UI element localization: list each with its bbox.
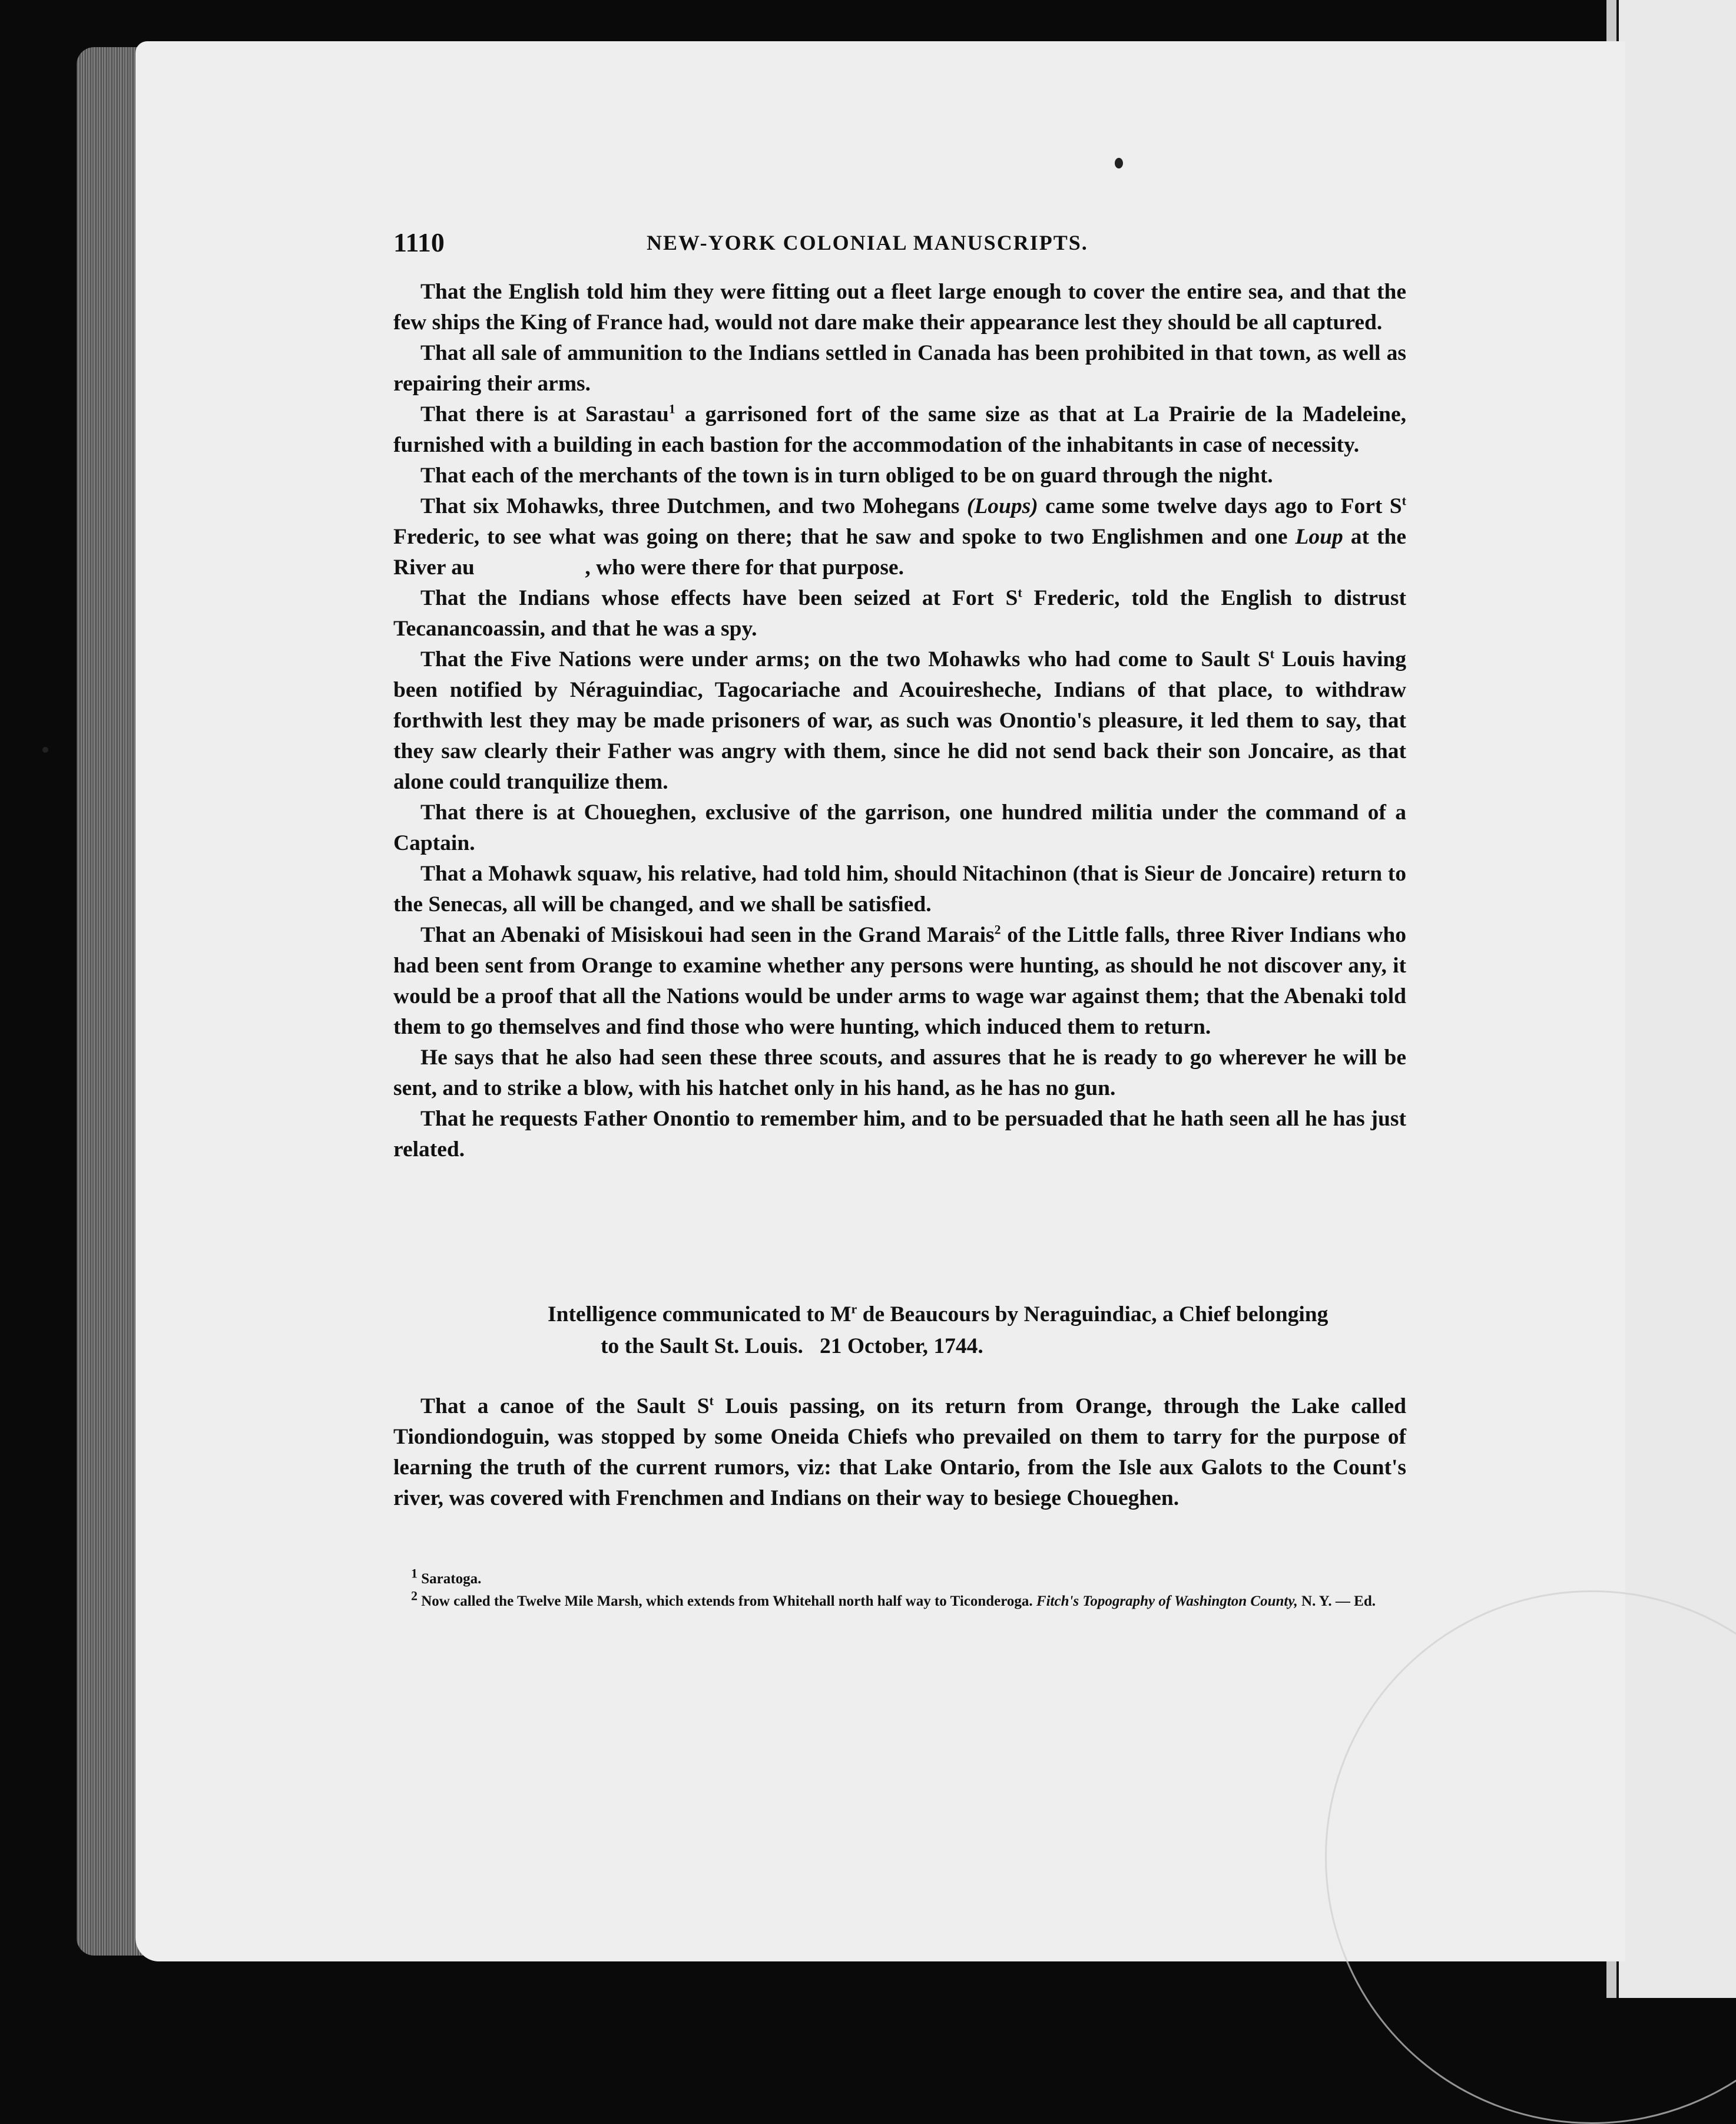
page-header: [393, 227, 1124, 268]
paragraph: That each of the merchants of the town is in turn obliged to be on guard through the night.: [420, 464, 1273, 488]
footnote-ref: 1: [668, 401, 675, 416]
footnotes: [393, 1568, 1418, 1613]
paragraph: That an Abenaki of Misiskoui had seen in the Grand Marais$^2$ of the Little falls, three River Indians who had been sent from Orange to examine whether any persons were hunting, as should he not discover any, it would be a proof that all the Nations would be under arms to wage war against them; that the Abenaki told them to go themselves and find those who were hunting, which induced them to return.: [393, 922, 1406, 1039]
paragraph: That he requests Father Onontio to remember him, and to be persuaded that he hath seen all he has just related.: [393, 1107, 1406, 1162]
footnote-ref: 2: [994, 922, 1001, 937]
paragraph: That the Indians whose effects have been seized at Fort $S^t$ Frederic, told the English to distrust Tecanancoassin, and that he was a spy.: [393, 585, 1406, 641]
section-text: [393, 1391, 1406, 1514]
paragraph: That a Mohawk squaw, his relative, had told him, should Nitachinon (that is Sieur de Joncaire) return to the Senecas, all will be changed, and we shall be satisfied.: [393, 862, 1406, 917]
footnote-2: $^2$ Now called the Twelve Mile Marsh, which extends from Whitehall north half way to Ticonderoga. Fitch's Topography of Washington County, N. Y. — Ed.: [411, 1588, 1376, 1609]
print-speck: [42, 747, 48, 753]
footnote-1: $^1$ Saratoga.: [411, 1566, 482, 1587]
body-text: [393, 277, 1412, 1165]
paragraph: He says that he also had seen these three scouts, and assures that he is ready to go wherever he will be sent, and to strike a blow, with his hatchet only in his hand, as he has no gun.: [393, 1046, 1406, 1100]
paragraph: That there is at Choueghen, exclusive of the garrison, one hundred militia under the command of a Captain.: [393, 800, 1406, 855]
paragraph: That the English told him they were fitting out a fleet large enough to cover the entire sea, and that the few ships the King of France had, would not dare make their appearance lest they should be all captured.: [393, 280, 1406, 335]
section-heading: Intelligence communicated to $M^r$ de Beaucours by Neraguindiac, a Chief belonging to the Sault St. Louis. 21 October, 1744.: [548, 1301, 1328, 1358]
print-speck: [1115, 158, 1123, 168]
running-head: NEW-YORK COLONIAL MANUSCRIPTS.: [647, 231, 1088, 254]
paragraph: That all sale of ammunition to the Indians settled in Canada has been prohibited in that town, as well as repairing their arms.: [393, 341, 1406, 396]
paragraph: That six Mohawks, three Dutchmen, and two Mohegans (Loups) came some twelve days ago to Fort $S^t$ Frederic, to see what was going on there; that he saw and spoke to two Englishmen and one Loup at the River au , who were there for that purpose.: [393, 493, 1412, 580]
paragraph: That there is at Sarastau$^1$ a garrisoned fort of the same size as that at La Prairie de la Madeleine, furnished with a building in each bastion for the accommodation of the inhabitants in case of necessity.: [393, 401, 1406, 457]
paragraph: That the Five Nations were under arms; on the two Mohawks who had come to Sault $S^t$ Louis having been notified by Néraguindiac, Tagocariache and Acouiresheche, Indians of that place, to withdraw forthwith lest they may be made prisoners of war, as such was Onontio's pleasure, it led them to say, that they saw clearly their Father was angry with them, since he did not send back their son Joncaire, as that alone could tranquilize them.: [393, 646, 1406, 794]
page-number: 1110: [393, 227, 445, 257]
paragraph: That a canoe of the Sault $S^t$ Louis passing, on its return from Orange, through the Lake called Tiondiondoguin, was stopped by some Oneida Chiefs who prevailed on them to tarry for the purpose of learning the truth of the current rumors, viz: that Lake Ontario, from the Isle aux Galots to the Count's river, was covered with Frenchmen and Indians on their way to besiege Choueghen.: [393, 1393, 1406, 1510]
